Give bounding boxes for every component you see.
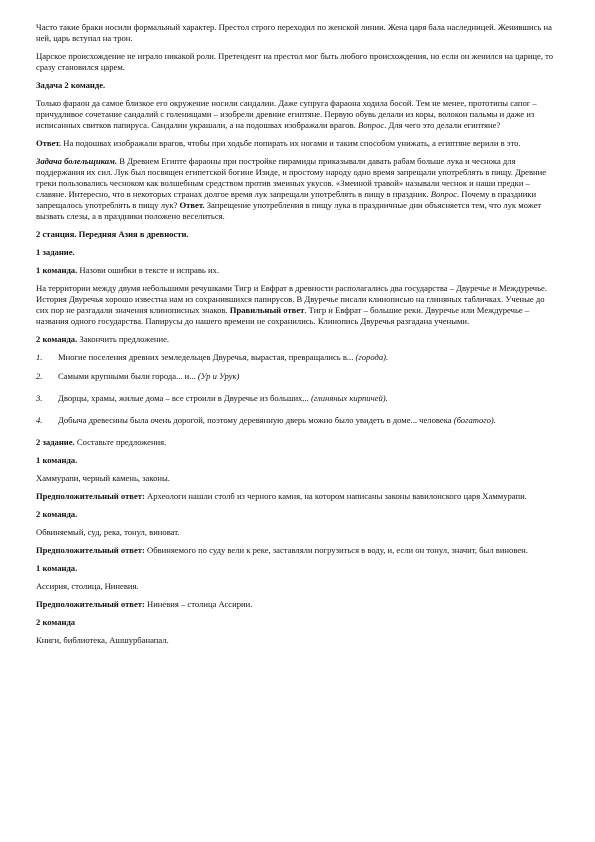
sentence-list (36, 352, 559, 426)
list-item: 4. Добыча древесины была очень дорогой, поэтому деревянную дверь можно было увидеть в доме... человека (богатого). (36, 415, 496, 425)
expected-answer-3: Предположительный ответ: Ниневия – столица Ассирии. (36, 599, 253, 609)
expected-answer-2: Предположительный ответ: Обвиняемого по суду вели к реке, заставляли погрузиться в воду, и, если он тонул, значит, был виновен. (36, 545, 528, 555)
heading-station-2: 2 станция. Передняя Азия в древности. (36, 229, 189, 239)
paragraph-sandals: Только фараон да самое близкое его окружение носили сандалии. Даже супруга фараона ходила босой. Тем не менее, прототипы сапог – причудливое сочетание сандалий с голенищами – изобрели древние египтяне. Первую обувь делали из коры, волокон пальмы и даже из исписанных свитков папируса. Сандалии украшали, а на подошвах изображали врагов. Вопрос. Для чего это делали египтяне? (36, 98, 537, 130)
team-2-instruction: 2 команда. Закончить предложение. (36, 334, 170, 344)
team-1-label: 1 команда. (36, 563, 78, 573)
word-set-3: Ассирия, столица, Ниневия. (36, 581, 139, 591)
expected-answer-1: Предположительный ответ: Археологи нашли столб из черного камня, на котором написаны законы вавилонского царя Хаммурапи. (36, 491, 527, 501)
list-item: 1. Многие поселения древних земледельцев Двуречья, вырастая, превращались в... (города). (36, 352, 389, 362)
list-item: 3. Дворцы, храмы, жилые дома – все строили в Двуречье из больших... (глиняных кирпичей). (36, 393, 388, 403)
question-label: Вопрос (430, 189, 457, 199)
heading-assignment-2: 2 задание. Составьте предложения. (36, 437, 167, 447)
paragraph-mesopotamia: На территории между двумя небольшими речушками Тигр и Евфрат в древности располагались два государства – Двуречье и Междуречье. История Двуречья хорошо известна нам из сохранившихся папирусов. В Двуречье писали клинописью на глиняных табличках. Ученые до сих пор не разгадали значения клинописных знаков. Правильный ответ. Тигр и Евфрат – большие реки. Двуречье или Междуречье – названия одного государства. Папирусы до нашего времени не сохранились. Клинопись Двуречья разгадана учеными. (36, 283, 547, 326)
heading-assignment-1: 1 задание. (36, 247, 75, 257)
answer-sandals: Ответ. На подошвах изображали врагов, чтобы при ходьбе попирать их ногами и таким способом унижать, а египтяне верили в это. (36, 138, 521, 148)
word-set-2: Обвиняемый, суд, река, тонул, виноват. (36, 527, 180, 537)
heading-task-2: Задача 2 команде. (36, 80, 106, 90)
question-label: Вопрос (357, 120, 385, 130)
correct-answer-label: Правильный ответ (229, 305, 305, 315)
fans-task-label: Задача болельщикам. (36, 156, 118, 166)
team-2-label: 2 команда (36, 617, 76, 627)
word-set-1: Хаммурапи, черный камень, законы. (36, 473, 170, 483)
team-2-label: 2 команда. (36, 509, 78, 519)
document-page (36, 22, 559, 653)
paragraph-royal-origin: Царское происхождение не играло никакой роли. Претендент на престол мог быть любого происхождения, но если он женился на царице, то сразу становился царем. (36, 51, 554, 72)
paragraph-fans-task: Задача болельщикам. В Древнем Египте фараоны при постройке пирамиды приказывали давать рабам больше лука и чеснока для поддержания их сил. Лук был посвящен египетской богине Изиде, и простому народу одно время запрещали употреблять в пищу. Древние греки пользовались чесноком как волшебным средством против змеиных укусов. «Змеиной травой» называли чеснок и наши предки – славяне. Интересно, что в некоторых странах долгое время лук запрещали употреблять в пищу в праздник. Вопрос. Почему в праздники запрещалось употреблять в пищу лук? Ответ. Запрещение употребления в пищу лука в праздничные дни объясняется тем, что лук может вызвать слезы, а в праздники положено веселиться. (36, 156, 547, 221)
answer-label: Ответ. (179, 200, 205, 210)
team-1-label: 1 команда. (36, 455, 78, 465)
paragraph-marriage: Часто такие браки носили формальный характер. Престол строго переходил по женской линии. Жена царя бала наследницей. Женившись на ней, царь вступал на трон. (36, 22, 552, 43)
list-item: 2. Самыми крупными были города... и... (Ур и Урук) (36, 371, 240, 381)
answer-label: Ответ. (36, 138, 62, 148)
team-1-instruction: 1 команда. Назови ошибки в тексте и исправь их. (36, 265, 219, 275)
word-set-4: Книги, библиотека, Ашшурбанапал. (36, 635, 169, 645)
